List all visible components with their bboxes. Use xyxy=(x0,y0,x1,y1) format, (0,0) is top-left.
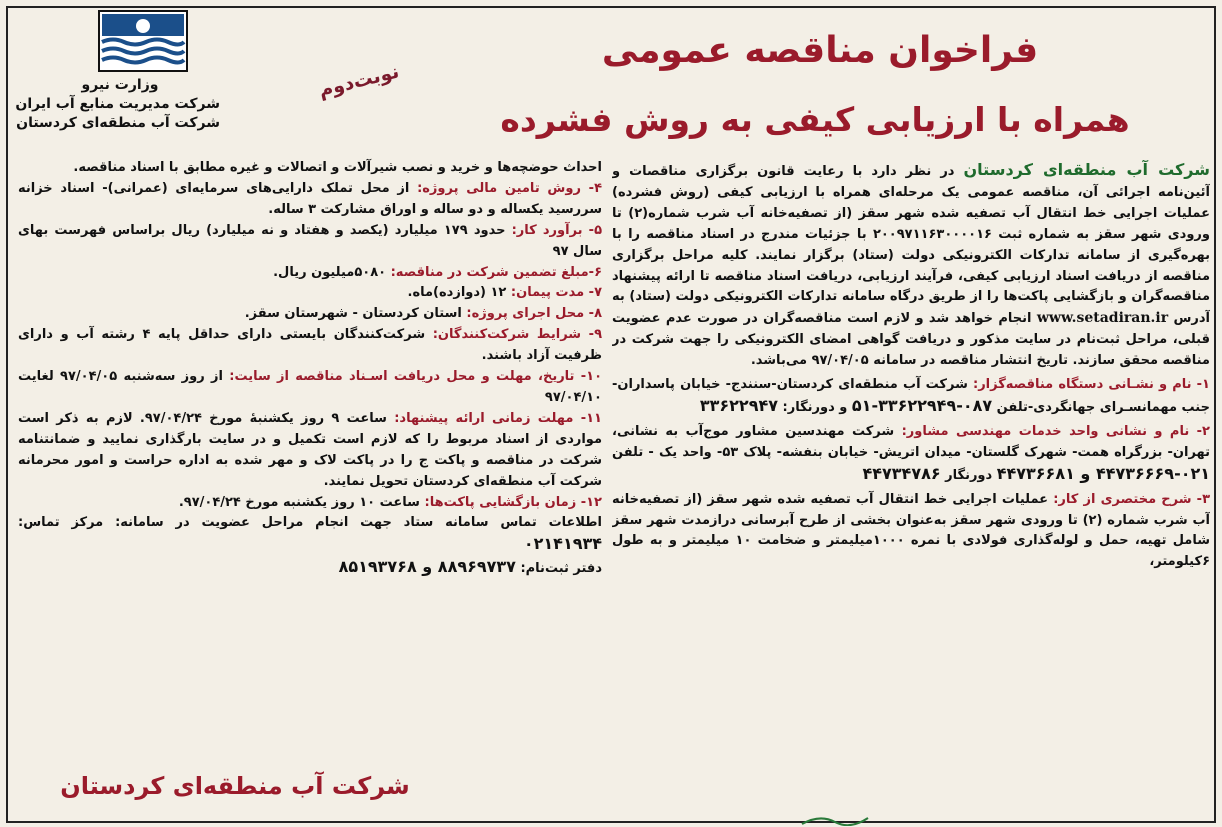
section-12-text: ساعت ۱۰ روز یکشنبه مورخ ۹۷/۰۴/۲۴. xyxy=(178,494,420,510)
section-1-fax-label: و دورنگار: xyxy=(782,399,848,415)
section-1-phone: ۰۸۷-۳۳۶۲۲۹۴۹-۵۱ xyxy=(851,395,993,415)
intro-text-2: انجام خواهد شد و لازم است مناقصه‌گران در صورت عدم عضویت قبلی، مراحل ثبت‌نام در سایت مذکور و دریافت گواهی امضای الکترونیکی را جهت شرکت در مناقصه محقق سازند. تاریخ انتشار مناقصه در سامانه ۹۷/۰۴/۰۵ می‌باشد. xyxy=(612,311,1210,369)
section-2 xyxy=(612,422,1210,487)
section-11-text: ساعت ۹ روز یکشنبهٔ مورخ ۹۷/۰۴/۲۴. لازم به ذکر است مواردی از اسناد مربوط را که لازم است تکمیل و در سایت بارگذاری نمایید و ضمانتنامه شرکت در مناقصه و پاکت ج را در پاکت لاک و مهر شده به اداره حراست و امور محرمانه شرکت آب منطقه‌ای کردستان تحویل نمایند. xyxy=(18,410,602,489)
regional-company-name: شرکت آب منطقه‌ای کردستان xyxy=(16,115,220,131)
footer-signature: شرکت آب منطقه‌ای کردستان xyxy=(60,772,410,800)
section-6-text: ۵۰۸۰میلیون ریال. xyxy=(273,264,387,280)
section-6-heading: ۶-مبلغ تضمین شرکت در مناقصه: xyxy=(390,264,602,280)
section-7 xyxy=(18,283,602,304)
section-8-text: استان کردستان - شهرستان سقز. xyxy=(244,306,462,322)
intro-text-1: در نظر دارد با رعایت قانون برگزاری مناقصات و آئین‌نامه اجرائی آن، مناقصه عمومی یک مرحله‌ای همراه با ارزیابی کیفی (روش فشرده) عملیات اجرایی خط انتقال آب تصفیه شده شهر سقز (از تصفیه‌خانه آب شرب شماره(۲) تا ورودی شهر سقز به شماره ثبت ۲۰۰۹۷۱۱۶۳۰۰۰۰۱۶ با جزئیات مندرج در اسناد مناقصه را با بهره‌گیری از سامانه تدارکات الکترونیکی دولت (ستاد) برگزار نمایند. کلیه مراحل برگزاری مناقصه از دریافت اسناد ارزیابی کیفی، فرآیند ارزیابی، دریافت اسناد مناقصه تا ارائه پیشنهاد مناقصه‌گران و بازگشایی پاکت‌ها را از طریق درگاه سامانه تدارکات الکترونیکی دولت (ستاد) به آدرس xyxy=(612,164,1210,327)
notice-subtitle: همراه با ارزیابی کیفی به روش فشرده xyxy=(500,100,1130,139)
section-4 xyxy=(18,179,602,221)
contact-info xyxy=(18,513,602,557)
section-9-heading: ۹- شرایط شرکت‌کنندگان: xyxy=(432,327,602,343)
registration-office xyxy=(18,557,602,580)
office-phones: ۸۸۹۶۹۷۳۷ و ۸۵۱۹۳۷۶۸ xyxy=(338,557,516,577)
water-company-logo-icon xyxy=(98,10,188,72)
section-2-fax-label: دورنگار xyxy=(945,467,993,483)
left-column xyxy=(18,158,602,740)
section-7-heading: ۷- مدت پیمان: xyxy=(510,285,602,301)
website-link[interactable]: www.setadiran.ir xyxy=(1036,310,1169,327)
section-5-text: حدود ۱۷۹ میلیارد (یکصد و هفتاد و نه میلیارد) ریال براساس فهرست بهای سال ۹۷ xyxy=(18,222,602,259)
section-3 xyxy=(612,490,1210,574)
office-label: دفتر ثبت‌نام: xyxy=(520,561,602,577)
section-3-text: عملیات اجرایی خط انتقال آب تصفیه شده شهر سقز (از تصفیه‌خانه آب شرب شماره (۲) تا ورودی شهر سقز به‌عنوان بخشی از طرح آبرسانی درازمدت شهر سقز شامل تهیه، حمل و لوله‌گذاری فولادی با نمره ۱۰۰۰میلیمتر و ضخامت ۱۰ میلیمتر و به طول ۶کیلومتر، xyxy=(612,491,1210,570)
notice-title: فراخوان مناقصه عمومی xyxy=(601,30,1039,71)
section-1-heading: ۱- نام و نشـانی دستگاه مناقصه‌گزار: xyxy=(973,377,1210,393)
section-2-text: شرکت مهندسین مشاور موج‌آب به نشانی، تهران- بزرگراه همت- شهرک گلستان- میدان اتریش- خیابان بنفشه- پلاک ۵۳- واحد یک - تلفن xyxy=(612,423,1210,460)
section-5-heading: ۵- برآورد کار: xyxy=(511,222,602,238)
section-8-heading: ۸- محل اجرای پروژه: xyxy=(466,306,602,322)
section-4-heading: ۴- روش تامین مالی پروژه: xyxy=(417,180,602,196)
section-6 xyxy=(18,263,602,284)
section-10 xyxy=(18,367,602,409)
section-11-heading: ۱۱- مهلت زمانی ارائه پیشنهاد: xyxy=(394,410,602,426)
section-9-text: شرکت‌کنندگان بایستی دارای حداقل پایه ۴ رشته آب و دارای ظرفیت آزاد باشند. xyxy=(18,327,602,364)
section-12-heading: ۱۲- زمان بازگشایی پاکت‌ها: xyxy=(424,494,602,510)
section-9 xyxy=(18,325,602,367)
section-1-text: شرکت آب منطقه‌ای کردستان-سنندج- خیابان پاسداران- جنب مهمانسـرای جهانگردی-تلفن xyxy=(612,377,1210,415)
section-4-text: از محل تملک دارایی‌های سرمایه‌ای (عمرانی)- اسناد خزانه سررسید یکساله و دو ساله و اوراق مشارکت ۳ ساله. xyxy=(18,180,602,217)
company-name: شرکت مدیریت منابع آب ایران xyxy=(15,96,220,112)
section-2-phone: ۰۲۱-۴۴۷۳۶۶۶۹ و ۴۴۷۳۶۶۸۱ xyxy=(996,463,1210,483)
section-3-continued: احداث حوضچه‌ها و خرید و نصب شیرآلات و اتصالات و غیره مطابق با اسناد مناقصه. xyxy=(73,160,602,175)
section-2-heading: ۲- نام و نشانی واحد خدمات مهندسی مشاور: xyxy=(901,423,1210,439)
round-label: نوبت‌دوم xyxy=(316,60,402,102)
section-2-fax: ۴۴۷۳۴۷۸۶ xyxy=(862,463,941,483)
ministry-name: وزارت نیرو xyxy=(81,77,159,93)
issuing-organization xyxy=(15,76,220,133)
clipping-mark-icon xyxy=(800,812,870,826)
intro-brand: شرکت آب منطقه‌ای کردستان xyxy=(963,160,1210,179)
section-12 xyxy=(18,493,602,514)
contact-text: اطلاعات تماس سامانه ستاد جهت انجام مراحل عضویت در سامانه: مرکز تماس: xyxy=(18,515,602,531)
section-1 xyxy=(612,375,1210,419)
section-5 xyxy=(18,221,602,263)
section-7-text: ۱۲ (دوازده)ماه. xyxy=(407,285,507,301)
right-column xyxy=(612,160,1210,815)
section-10-text: از روز سه‌شنبه ۹۷/۰۴/۰۵ لغایت ۹۷/۰۴/۱۰ xyxy=(18,369,602,405)
section-8 xyxy=(18,304,602,325)
section-11 xyxy=(18,409,602,493)
section-1-fax: ۳۳۶۲۲۹۴۷ xyxy=(699,395,778,415)
section-10-heading: ۱۰- تاریخ، مهلت و محل دریافت اسـناد مناقصه از سایت: xyxy=(229,369,602,385)
section-3-heading: ۳- شرح مختصری از کار: xyxy=(1053,491,1210,507)
intro-paragraph xyxy=(612,160,1210,372)
contact-phone: ۰۲۱۴۱۹۳۴ xyxy=(523,534,602,554)
